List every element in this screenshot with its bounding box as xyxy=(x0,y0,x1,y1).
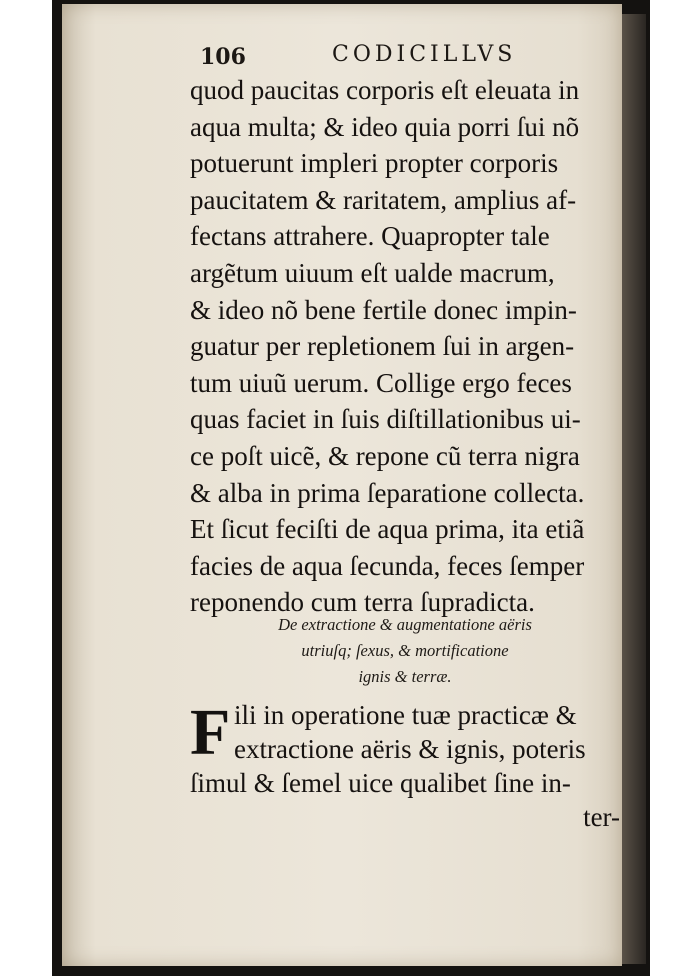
text-line: fectans attrahere. Quapropter tale xyxy=(190,221,550,252)
text-line: extractione aëris & ignis, poteris xyxy=(234,734,586,764)
text-line: paucitatem & raritatem, amplius af- xyxy=(190,184,577,215)
main-text-block xyxy=(190,72,620,621)
page-header xyxy=(200,42,600,72)
text-line: facies de aqua ſecunda, feces ſemper xyxy=(190,550,585,581)
chapter-text-block xyxy=(190,698,620,834)
heading-line: utriuſq; ſexus, & mortificatione xyxy=(301,641,509,660)
heading-line: ignis & terræ. xyxy=(358,667,452,686)
text-line: ili in operatione tuæ practicæ & xyxy=(234,700,577,730)
page-number: 106 xyxy=(200,44,246,70)
catchword: ter- xyxy=(583,802,620,832)
text-line: tum uiuũ uerum. Collige ergo feces xyxy=(190,367,572,398)
page-edge xyxy=(622,14,646,964)
text-line: argẽtum uiuum eſt ualde macrum, xyxy=(190,257,555,288)
text-line: & ideo nõ bene fertile donec impin- xyxy=(190,294,577,325)
drop-capital: F xyxy=(190,696,231,769)
text-line: quas faciet in ſuis diſtillationibus ui- xyxy=(190,404,581,435)
text-line: reponendo cum terra ſupradicta. xyxy=(190,587,535,618)
text-line: ſimul & ſemel uice qualibet ſine in- xyxy=(190,768,571,798)
text-line: aqua multa; & ideo quia porri ſui nõ xyxy=(190,111,580,142)
text-line: ce poſt uicẽ, & repone cũ terra nigra xyxy=(190,440,580,471)
text-line: Et ſicut feciſti de aqua prima, ita etiã xyxy=(190,514,585,545)
chapter-heading xyxy=(190,612,620,690)
text-line: quod paucitas corporis eſt eleuata in xyxy=(190,75,580,105)
heading-line: De extractione & augmentatione aëris xyxy=(278,615,532,634)
text-line: guatur per repletionem ſui in argen- xyxy=(190,331,575,362)
text-line: & alba in prima ſeparatione collecta. xyxy=(190,477,585,508)
text-line: potuerunt impleri propter corporis xyxy=(190,148,559,179)
running-title: CODICILLVS xyxy=(332,42,517,67)
